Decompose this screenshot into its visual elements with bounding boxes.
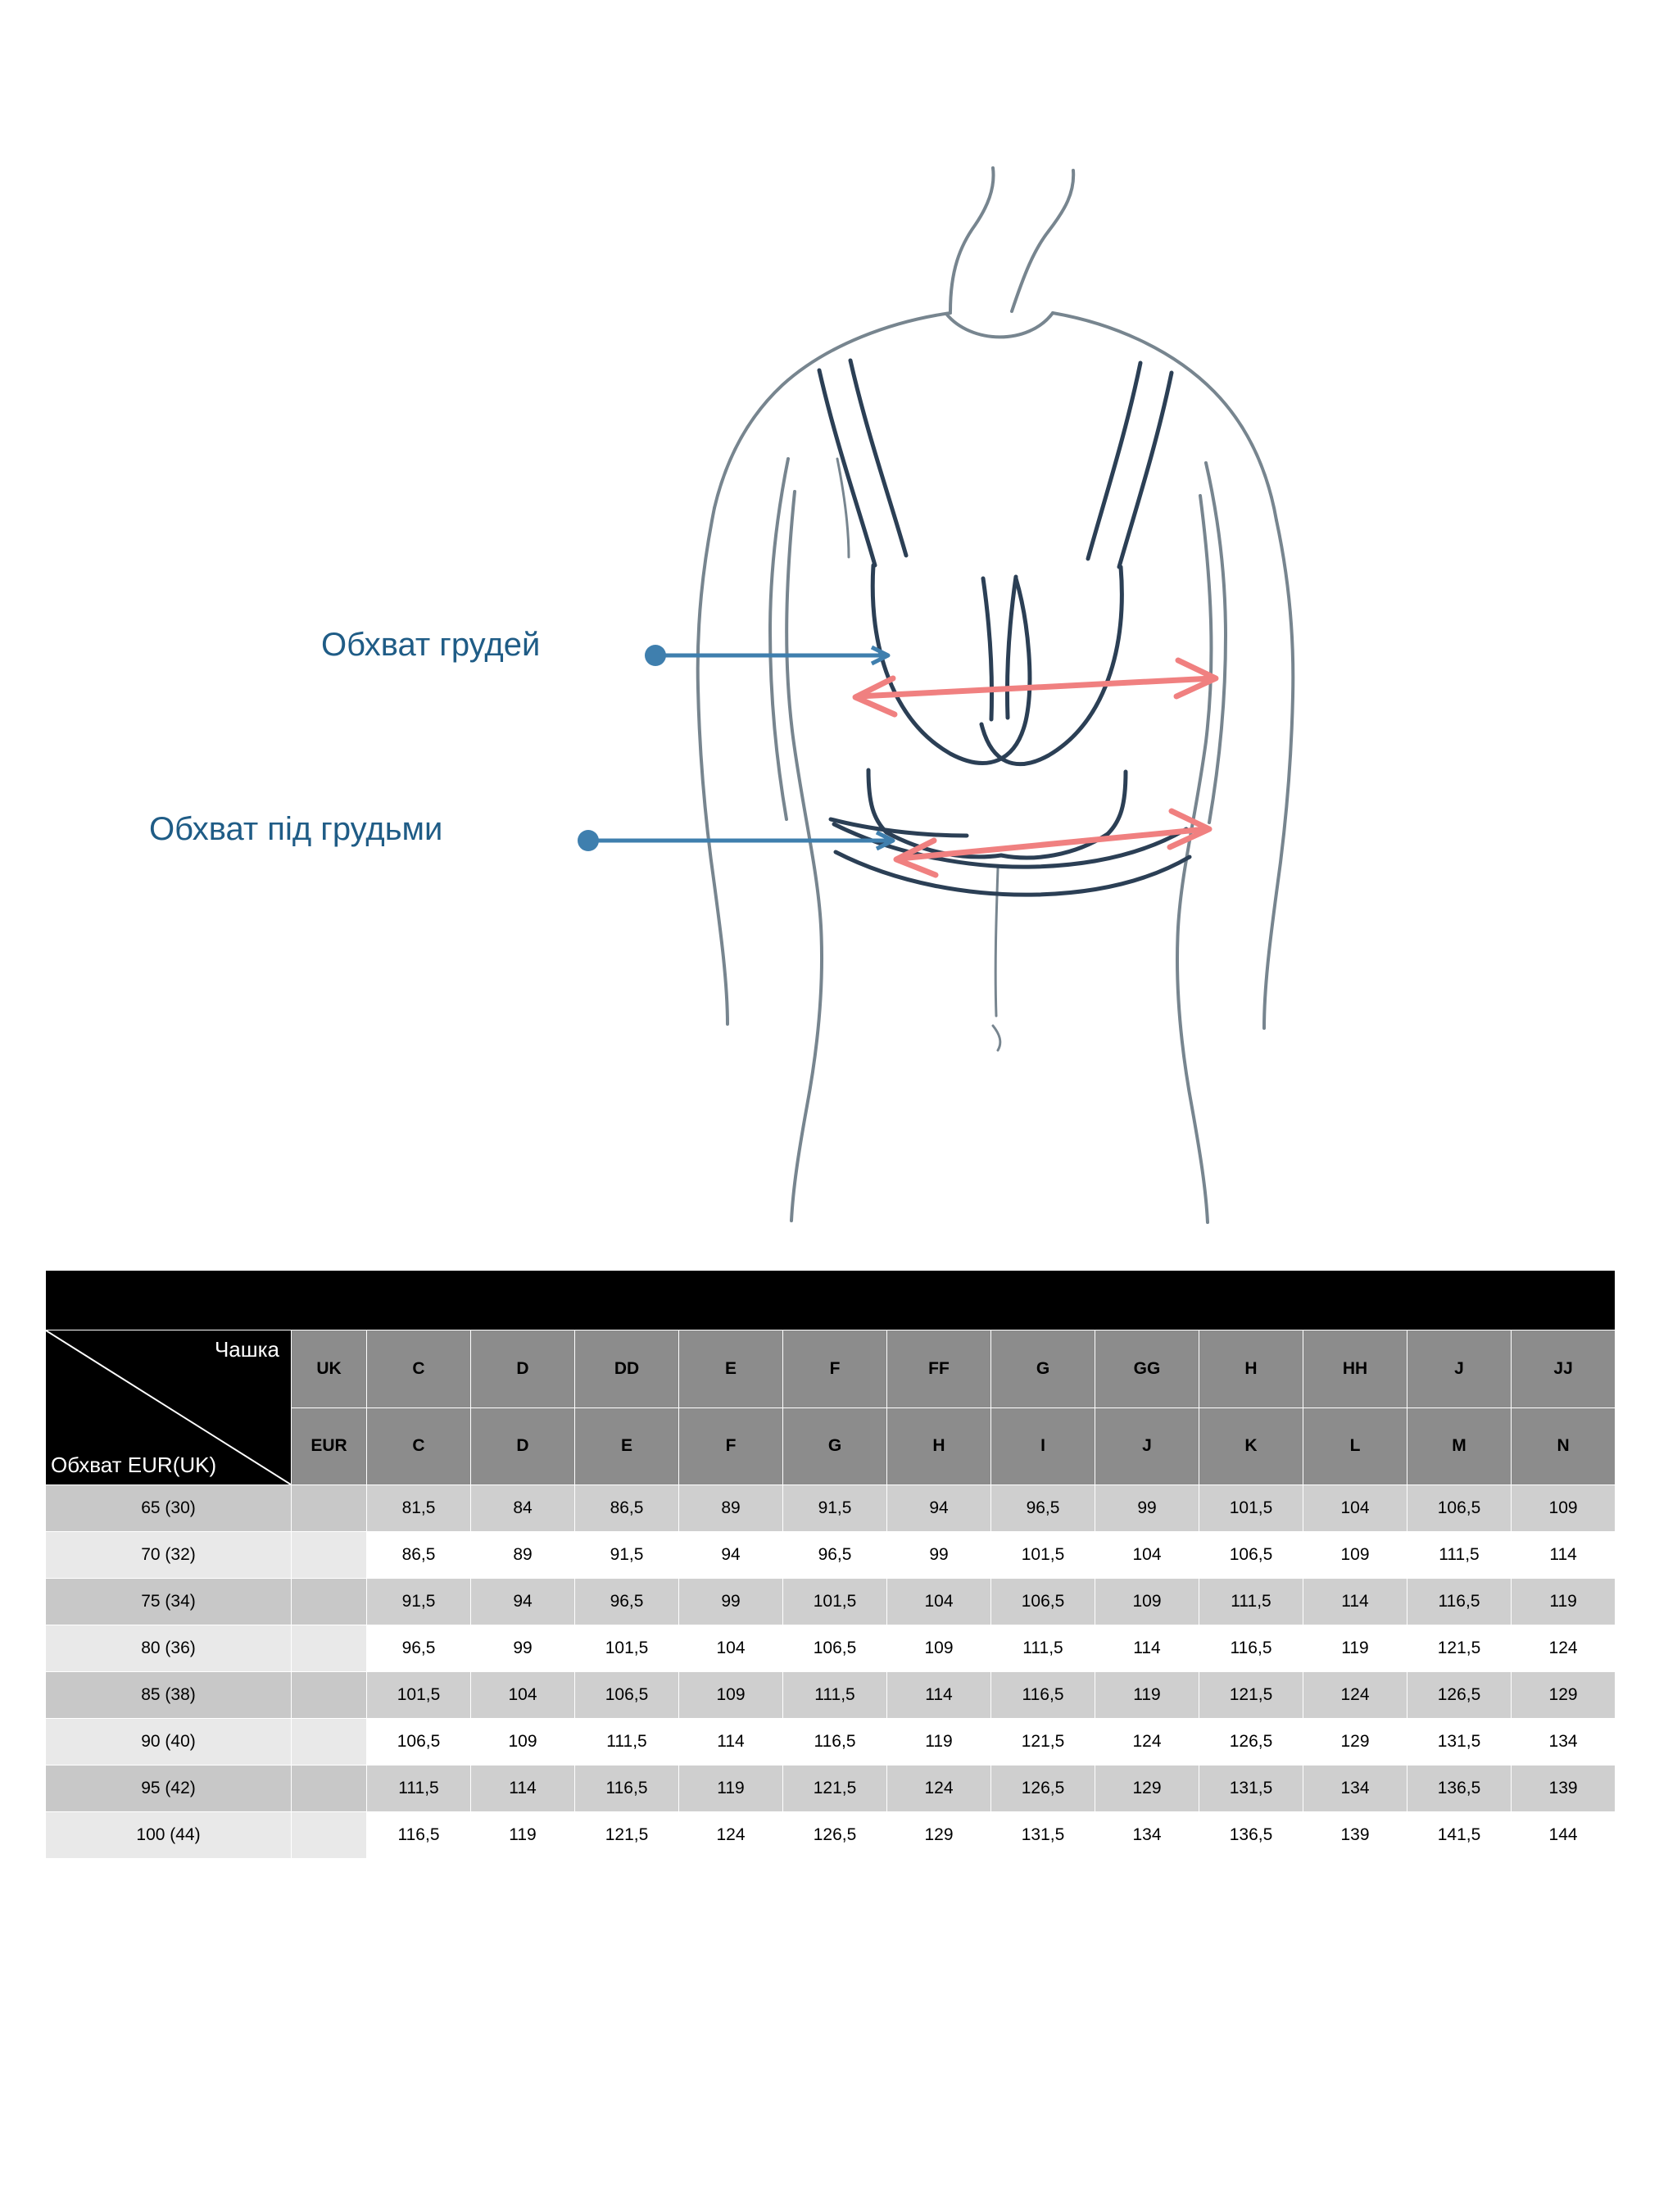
table-cell: 119: [1512, 1579, 1616, 1625]
table-cell: 109: [471, 1719, 575, 1766]
table-row: [46, 1766, 1616, 1812]
row-band-label: 85 (38): [46, 1672, 292, 1719]
table-cell: 114: [1095, 1625, 1199, 1672]
table-corner-cell: [46, 1330, 292, 1485]
table-cell: 119: [887, 1719, 991, 1766]
row-band-label: 65 (30): [46, 1485, 292, 1532]
bust-measure-arrow: [855, 660, 1216, 714]
table-cell: 86,5: [575, 1485, 679, 1532]
table-cell: 109: [1512, 1485, 1616, 1532]
table-cell: 136,5: [1199, 1812, 1303, 1859]
table-cell: 101,5: [783, 1579, 887, 1625]
table-cell: 126,5: [991, 1766, 1095, 1812]
table-cell: 114: [887, 1672, 991, 1719]
table-cell: 114: [1303, 1579, 1407, 1625]
table-cell: 106,5: [575, 1672, 679, 1719]
table-cell: 91,5: [783, 1485, 887, 1532]
header-cup-eur: E: [575, 1407, 679, 1485]
table-cell: 91,5: [367, 1579, 471, 1625]
underbust-leader-line: [578, 830, 893, 851]
table-cell: 119: [471, 1812, 575, 1859]
header-cup-uk: G: [991, 1330, 1095, 1408]
header-system-eur: EUR: [292, 1407, 367, 1485]
table-cell: 139: [1512, 1766, 1616, 1812]
header-cup-eur: J: [1095, 1407, 1199, 1485]
header-cup-uk: C: [367, 1330, 471, 1408]
header-cup-eur: N: [1512, 1407, 1616, 1485]
table-cell: 104: [471, 1672, 575, 1719]
corner-cup-label: Чашка: [214, 1337, 279, 1362]
table-cell: 86,5: [367, 1532, 471, 1579]
table-cell: 111,5: [1407, 1532, 1512, 1579]
table-cell: 134: [1095, 1812, 1199, 1859]
row-band-spacer: [292, 1625, 367, 1672]
table-cell: 104: [1095, 1532, 1199, 1579]
table-cell: 111,5: [991, 1625, 1095, 1672]
header-cup-uk: H: [1199, 1330, 1303, 1408]
table-cell: 99: [471, 1625, 575, 1672]
table-cell: 109: [887, 1625, 991, 1672]
table-title: Таблиця відповідності розмірів британської та європейської системи: [46, 1271, 1616, 1330]
header-cup-uk: GG: [1095, 1330, 1199, 1408]
table-cell: 119: [679, 1766, 783, 1812]
table-cell: 134: [1303, 1766, 1407, 1812]
table-cell: 124: [1303, 1672, 1407, 1719]
table-cell: 96,5: [367, 1625, 471, 1672]
table-cell: 96,5: [575, 1579, 679, 1625]
table-cell: 116,5: [367, 1812, 471, 1859]
row-band-spacer: [292, 1532, 367, 1579]
table-cell: 101,5: [1199, 1485, 1303, 1532]
underbust-measure-label: Обхват під грудьми: [149, 811, 443, 847]
header-cup-eur: H: [887, 1407, 991, 1485]
table-cell: 111,5: [575, 1719, 679, 1766]
table-cell: 94: [679, 1532, 783, 1579]
table-cell: 124: [679, 1812, 783, 1859]
table-row: [46, 1812, 1616, 1859]
table-cell: 141,5: [1407, 1812, 1512, 1859]
table-cell: 96,5: [991, 1485, 1095, 1532]
table-cell: 121,5: [1407, 1625, 1512, 1672]
row-band-spacer: [292, 1485, 367, 1532]
table-cell: 136,5: [1407, 1766, 1512, 1812]
table-cell: 121,5: [783, 1766, 887, 1812]
header-cup-uk: D: [471, 1330, 575, 1408]
row-band-label: 70 (32): [46, 1532, 292, 1579]
header-cup-eur: F: [679, 1407, 783, 1485]
table-cell: 109: [679, 1672, 783, 1719]
table-row: [46, 1579, 1616, 1625]
table-cell: 101,5: [575, 1625, 679, 1672]
table-cell: 134: [1512, 1719, 1616, 1766]
table-cell: 99: [887, 1532, 991, 1579]
table-row: [46, 1625, 1616, 1672]
table-cell: 114: [1512, 1532, 1616, 1579]
row-band-label: 75 (34): [46, 1579, 292, 1625]
table-cell: 99: [679, 1579, 783, 1625]
table-title-row: [46, 1271, 1616, 1330]
header-cup-eur: D: [471, 1407, 575, 1485]
table-cell: 104: [1303, 1485, 1407, 1532]
table-cell: 89: [471, 1532, 575, 1579]
header-cup-eur: G: [783, 1407, 887, 1485]
table-cell: 124: [1095, 1719, 1199, 1766]
header-cup-uk: E: [679, 1330, 783, 1408]
table-row: [46, 1672, 1616, 1719]
header-cup-uk: FF: [887, 1330, 991, 1408]
table-cell: 126,5: [783, 1812, 887, 1859]
row-band-label: 80 (36): [46, 1625, 292, 1672]
table-cell: 116,5: [1407, 1579, 1512, 1625]
row-band-label: 100 (44): [46, 1812, 292, 1859]
header-cup-uk: J: [1407, 1330, 1512, 1408]
table-cell: 129: [887, 1812, 991, 1859]
table-cell: 94: [471, 1579, 575, 1625]
table-cell: 116,5: [783, 1719, 887, 1766]
table-cell: 116,5: [1199, 1625, 1303, 1672]
bust-leader-line: [645, 645, 888, 666]
table-row: [46, 1532, 1616, 1579]
header-cup-uk: F: [783, 1330, 887, 1408]
header-cup-eur: K: [1199, 1407, 1303, 1485]
table-cell: 89: [679, 1485, 783, 1532]
table-cell: 119: [1095, 1672, 1199, 1719]
table-cell: 111,5: [783, 1672, 887, 1719]
row-band-spacer: [292, 1719, 367, 1766]
table-cell: 109: [1303, 1532, 1407, 1579]
table-cell: 131,5: [1199, 1766, 1303, 1812]
table-cell: 124: [1512, 1625, 1616, 1672]
table-cell: 111,5: [367, 1766, 471, 1812]
table-row: [46, 1719, 1616, 1766]
header-cup-eur: L: [1303, 1407, 1407, 1485]
table-cell: 126,5: [1407, 1672, 1512, 1719]
table-cell: 126,5: [1199, 1719, 1303, 1766]
table-cell: 129: [1303, 1719, 1407, 1766]
table-cell: 131,5: [1407, 1719, 1512, 1766]
bust-measure-label: Обхват грудей: [321, 627, 541, 663]
header-cup-eur: M: [1407, 1407, 1512, 1485]
table-cell: 106,5: [1407, 1485, 1512, 1532]
table-cell: 101,5: [991, 1532, 1095, 1579]
table-cell: 116,5: [575, 1766, 679, 1812]
table-row: [46, 1485, 1616, 1532]
table-cell: 116,5: [991, 1672, 1095, 1719]
table-cell: 104: [679, 1625, 783, 1672]
header-cup-uk: HH: [1303, 1330, 1407, 1408]
table-cell: 129: [1512, 1672, 1616, 1719]
size-conversion-table-wrapper: [45, 1270, 1614, 1859]
row-band-label: 95 (42): [46, 1766, 292, 1812]
table-cell: 106,5: [367, 1719, 471, 1766]
row-band-spacer: [292, 1672, 367, 1719]
table-cell: 94: [887, 1485, 991, 1532]
table-cell: 84: [471, 1485, 575, 1532]
table-cell: 81,5: [367, 1485, 471, 1532]
header-cup-uk: JJ: [1512, 1330, 1616, 1408]
row-band-spacer: [292, 1579, 367, 1625]
table-cell: 124: [887, 1766, 991, 1812]
table-cell: 106,5: [991, 1579, 1095, 1625]
table-cell: 121,5: [575, 1812, 679, 1859]
bra-outline-group: [819, 360, 1190, 895]
table-cell: 121,5: [991, 1719, 1095, 1766]
table-cell: 109: [1095, 1579, 1199, 1625]
header-cup-uk: DD: [575, 1330, 679, 1408]
table-cell: 106,5: [783, 1625, 887, 1672]
table-cell: 114: [471, 1766, 575, 1812]
header-system-uk: UK: [292, 1330, 367, 1408]
table-cell: 114: [679, 1719, 783, 1766]
table-cell: 99: [1095, 1485, 1199, 1532]
table-cell: 119: [1303, 1625, 1407, 1672]
table-cell: 91,5: [575, 1532, 679, 1579]
header-row-uk: [46, 1330, 1616, 1408]
row-band-spacer: [292, 1766, 367, 1812]
table-cell: 131,5: [991, 1812, 1095, 1859]
header-cup-eur: I: [991, 1407, 1095, 1485]
corner-band-label: Обхват EUR(UK): [51, 1453, 217, 1477]
table-cell: 144: [1512, 1812, 1616, 1859]
table-cell: 129: [1095, 1766, 1199, 1812]
row-band-label: 90 (40): [46, 1719, 292, 1766]
table-cell: 104: [887, 1579, 991, 1625]
size-conversion-table: [45, 1270, 1616, 1859]
body-outline-group: [698, 168, 1294, 1222]
table-cell: 139: [1303, 1812, 1407, 1859]
table-cell: 101,5: [367, 1672, 471, 1719]
header-cup-eur: C: [367, 1407, 471, 1485]
table-cell: 111,5: [1199, 1579, 1303, 1625]
table-cell: 106,5: [1199, 1532, 1303, 1579]
table-cell: 121,5: [1199, 1672, 1303, 1719]
row-band-spacer: [292, 1812, 367, 1859]
table-cell: 96,5: [783, 1532, 887, 1579]
